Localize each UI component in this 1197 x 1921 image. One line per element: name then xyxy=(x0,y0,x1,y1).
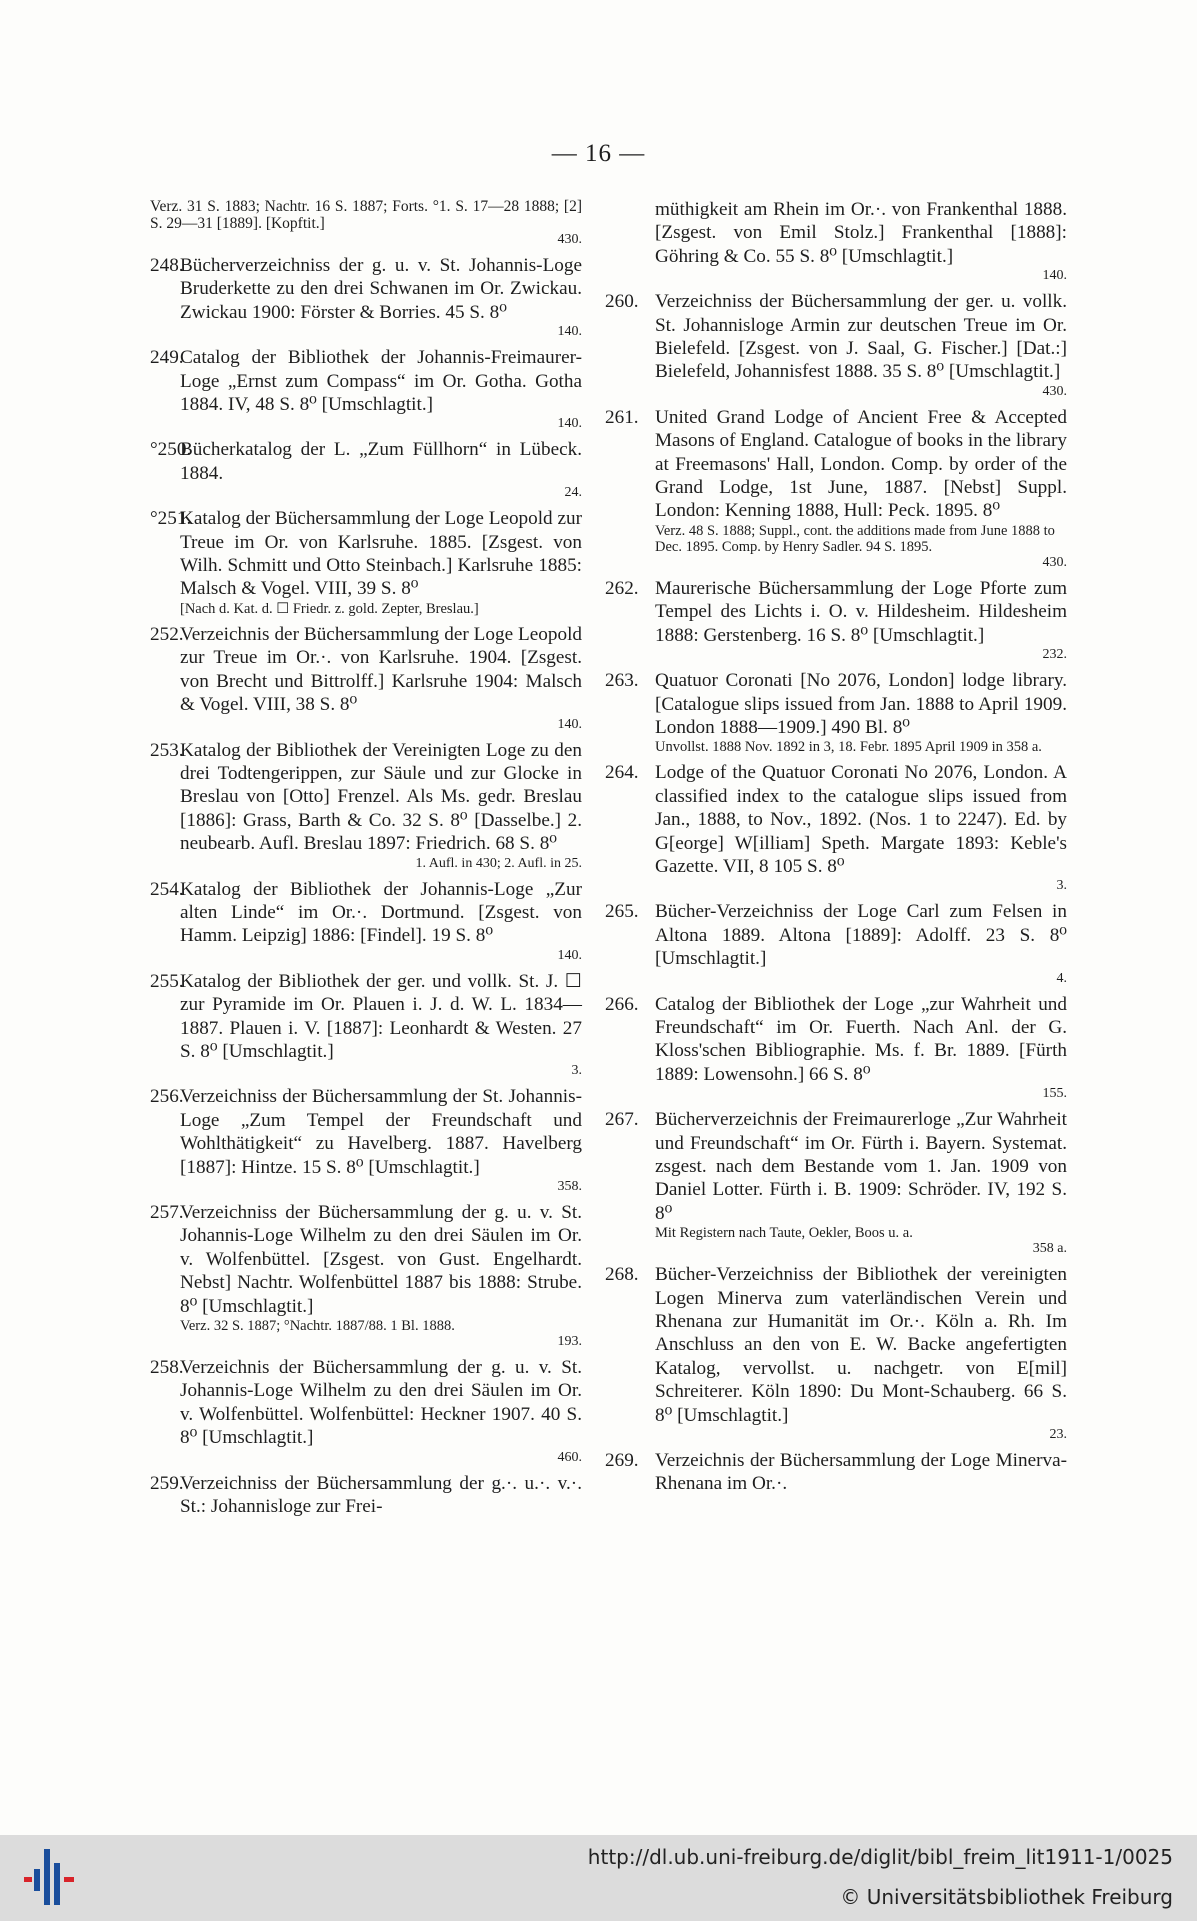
bibliography-entry xyxy=(150,878,582,964)
continuation-text: Verz. 31 S. 1883; Nachtr. 16 S. 1887; Forts. °1. S. 17—28 1888; [2] S. 29—31 [1889]. [Kopftit.] xyxy=(150,198,582,232)
entry-note: Unvollst. 1888 Nov. 1892 in 3, 18. Febr. 1895 April 1909 in 358 a. xyxy=(655,739,1042,756)
entry-number: 266. xyxy=(605,993,639,1015)
bibliography-entry xyxy=(150,1472,582,1519)
entry-library-ref: 193. xyxy=(557,1334,582,1350)
entry-text: Bücherverzeichniss der g. u. v. St. Johannis-Loge Bruderkette zu den drei Schwanen im Or. Zwickau. Zwickau 1900: Förster & Borries. 45 S. 8⁰ xyxy=(180,255,582,323)
entry-library-ref: 24. xyxy=(564,485,582,501)
bibliography-entry xyxy=(150,346,582,432)
entry-library-ref: 358. xyxy=(557,1179,582,1194)
entry-library-ref: 358 a. xyxy=(1032,1241,1067,1257)
continuation-ref: 430. xyxy=(557,232,582,247)
entry-text: Quatuor Coronati [No 2076, London] lodge library. [Catalogue slips issued from Jan. 1888 to April 1909. London 1888—1909.] 490 Bl. 8⁰ xyxy=(655,670,1067,738)
bibliography-entry xyxy=(605,669,1067,755)
entry-number: 264. xyxy=(605,762,639,784)
entry-note: Verz. 32 S. 1887; °Nachtr. 1887/88. 1 Bl. 1888. xyxy=(180,1318,455,1335)
bibliography-entry xyxy=(605,900,1067,986)
entry-text: Verzeichniss der Büchersammlung der g.·. u.·. v.·. St.: Johannisloge zur Frei- xyxy=(180,1472,582,1518)
entry-library-ref: 4. xyxy=(1056,970,1067,986)
entry-library-ref: 140. xyxy=(557,416,582,432)
entry-number: 249. xyxy=(150,347,184,369)
bibliography-entry xyxy=(150,507,582,617)
bibliography-entry xyxy=(150,970,582,1080)
entry-note: Mit Registern nach Taute, Oekler, Boos u. a. xyxy=(655,1225,913,1242)
entry-number: 252. xyxy=(150,623,184,645)
bibliography-entry xyxy=(150,623,582,733)
bibliography-entry xyxy=(605,1449,1067,1496)
left-column xyxy=(150,198,582,1524)
entry-text: Katalog der Bibliothek der ger. und vollk. St. J. ☐ zur Pyramide im Or. Plauen i. J. d. W. L. 1834—1887. Plauen i. V. [1887]: Leonhardt & Westen. 27 S. 8⁰ [Umschlagtit.] xyxy=(180,970,582,1062)
entry-number: 262. xyxy=(605,577,639,599)
entry-text: United Grand Lodge of Ancient Free & Accepted Masons of England. Catalogue of books in the library at Freemasons' Hall, London. Comp. by order of the Grand Lodge, 1st June, 1887. [Nebst] Suppl. London: Kenning 1888, Hull: Peck. 1895. 8⁰ xyxy=(655,406,1067,522)
entry-number: 261. xyxy=(605,406,639,428)
copyright-text: © Universitätsbibliothek Freiburg xyxy=(840,1885,1173,1909)
entry-text: Lodge of the Quatuor Coronati No 2076, London. A classified index to the catalogue slips issued from Jan., 1888, to Nov., 1892. (Nos. 1 to 2247). Ed. by G[eorge] W[illiam] Speth. Margate 1893: Keble's Gazette. VII, 8 105 S. 8⁰ xyxy=(655,762,1067,877)
bibliography-entry xyxy=(605,993,1067,1103)
entry-text: Katalog der Bibliothek der Johannis-Loge „Zur alten Linde“ im Or.·. Dortmund. [Zsgest. von Hamm. Leipzig] 1886: [Findel]. 19 S. 8⁰ xyxy=(180,878,582,947)
entry-library-ref: 140. xyxy=(1042,268,1067,284)
entry-library-ref: 430. xyxy=(1042,383,1067,399)
entry-library-ref: 140. xyxy=(557,324,582,340)
entry-number: 253. xyxy=(150,739,184,761)
entry-text: Verzeichniss der Büchersammlung der ger. u. vollk. St. Johannisloge Armin zur deutschen Treue im Or. Bielefeld. [Zsgest. von J. Saal, G. Fischer.] [Dat.:] Bielefeld, Johannisfest 1888. 35 S. 8⁰ [Umschlagtit.] xyxy=(655,291,1067,383)
bibliography-entry xyxy=(150,1085,582,1195)
source-url-link[interactable]: http://dl.ub.uni-freiburg.de/diglit/bibl_freim_lit1911-1/0025 xyxy=(587,1845,1173,1869)
entry-note: [Nach d. Kat. d. ☐ Friedr. z. gold. Zepter, Breslau.] xyxy=(180,600,479,617)
entry-number: 254. xyxy=(150,878,184,900)
bibliography-entry xyxy=(605,1108,1067,1257)
entry-number: 255. xyxy=(150,970,184,992)
entry-number: 267. xyxy=(605,1109,639,1131)
entry-text: Verzeichniss der Büchersammlung der St. Johannis-Loge „Zum Tempel der Freundschaft und Wohlthätigkeit“ zu Havelberg. 1887. Havelberg [1887]: Hintze. 15 S. 8⁰ [Umschlagtit.] xyxy=(180,1086,582,1178)
entry-number: 248. xyxy=(150,255,184,276)
entry-text: Bücher-Verzeichniss der Bibliothek der vereinigten Logen Minerva zum vaterländischen Verein und Rhenana zur Humanität im Or.·. Köln a. Rh. Im Anschluss an den von E. W. Backe angefertigten Katalog, vervollst. u. nachgetr. von E[mil] Schreiterer. Köln 1890: Du Mont-Schauberg. 66 S. 8⁰ [Umschlagtit.] xyxy=(655,1264,1067,1426)
footer-bar xyxy=(0,1835,1197,1921)
entry-number: °251. xyxy=(150,508,192,530)
entry-text: Verzeichnis der Büchersammlung der Loge Minerva-Rhenana im Or.·. xyxy=(655,1450,1067,1495)
bibliography-entry xyxy=(605,198,1067,284)
entry-text: Bücherkatalog der L. „Zum Füllhorn“ in Lübeck. 1884. xyxy=(180,439,582,484)
entry-number: 258. xyxy=(150,1357,184,1379)
bibliography-entry xyxy=(605,577,1067,663)
entry-text: Maurerische Büchersammlung der Loge Pforte zum Tempel des Lichts i. O. v. Hildesheim. Hildesheim 1888: Gerstenberg. 16 S. 8⁰ [Umschlagtit.] xyxy=(655,577,1067,646)
entry-text: Katalog der Büchersammlung der Loge Leopold zur Treue im Or. von Karlsruhe. 1885. [Zsgest. von Wilh. Schmitt und Otto Steinbach.] Karlsruhe 1885: Malsch & Vogel. VIII, 39 S. 8⁰ xyxy=(180,508,582,600)
entry-library-ref: 155. xyxy=(1042,1086,1067,1102)
entry-library-ref: 1. Aufl. in 430; 2. Aufl. in 25. xyxy=(415,855,582,871)
bibliography-entry xyxy=(150,1201,582,1350)
entry-number: 257. xyxy=(150,1202,184,1223)
bibliography-entry xyxy=(605,761,1067,894)
entry-text: müthigkeit am Rhein im Or.·. von Frankenthal 1888. [Zsgest. von Emil Stolz.] Frankenthal [1888]: Göhring & Co. 55 S. 8⁰ [Umschlagtit.] xyxy=(655,199,1067,267)
entry-library-ref: 232. xyxy=(1042,647,1067,663)
entry-library-ref: 3. xyxy=(571,1063,582,1079)
entry-text: Bücher-Verzeichniss der Loge Carl zum Felsen in Altona 1889. Altona [1889]: Adolff. 23 S. 8⁰ [Umschlagtit.] xyxy=(655,901,1067,970)
entry-number: 256. xyxy=(150,1086,184,1108)
entry-text: Verzeichniss der Büchersammlung der g. u. v. St. Johannis-Loge Wilhelm zu den drei Säulen im Or. v. Wolfenbüttel. [Zsgest. von Gust. Engelhardt. Nebst] Nachtr. Wolfenbüttel 1887 bis 1888: Strube. 8⁰ [Umschlagtit.] xyxy=(180,1202,582,1317)
entry-number: 269. xyxy=(605,1450,639,1472)
entry-note: Verz. 48 S. 1888; Suppl., cont. the additions made from June 1888 to Dec. 1895. Comp. by Henry Sadler. 94 S. 1895. xyxy=(655,522,1055,555)
continuation-entry xyxy=(150,198,582,248)
entry-number: 259. xyxy=(150,1472,184,1494)
entry-number: 263. xyxy=(605,670,639,692)
entry-number: 260. xyxy=(605,291,639,313)
entry-number: 265. xyxy=(605,901,639,923)
bibliography-entry xyxy=(605,1263,1067,1443)
entry-number: 268. xyxy=(605,1264,639,1286)
right-column xyxy=(605,198,1067,1502)
entry-library-ref: 140. xyxy=(557,947,582,963)
entry-text: Verzeichnis der Büchersammlung der Loge Leopold zur Treue im Or.·. von Karlsruhe. 1904. [Zsgest. von Brecht und Bittrolff.] Karlsruhe 1904: Malsch & Vogel. VIII, 38 S. 8⁰ xyxy=(180,623,582,716)
entry-library-ref: 430. xyxy=(1042,554,1067,570)
bibliography-entry xyxy=(150,438,582,501)
page-number: — 16 — xyxy=(551,140,646,167)
entry-text: Catalog der Bibliothek der Loge „zur Wahrheit und Freundschaft“ im Or. Fuerth. Nach Anl. der G. Kloss'schen Bibliographie. Ms. f. Br. 1889. [Fürth 1889: Lowensohn.] 66 S. 8⁰ xyxy=(655,993,1067,1085)
bibliography-entry xyxy=(605,290,1067,400)
entry-library-ref: 23. xyxy=(1049,1427,1067,1443)
entry-number: °250. xyxy=(150,439,192,461)
entry-text: Katalog der Bibliothek der Vereinigten Loge zu den drei Todtengerippen, zur Säule und zur Glocke in Breslau von [Otto] Frenzel. Als Ms. gedr. Breslau [1886]: Grass, Barth & Co. 32 S. 8⁰ [Dasselbe.] 2. neubearb. Aufl. Breslau 1897: Friedrich. 68 S. 8⁰ xyxy=(180,739,582,855)
entry-library-ref: 460. xyxy=(557,1449,582,1465)
bibliography-entry xyxy=(150,254,582,340)
bibliography-entry xyxy=(150,739,582,872)
ub-freiburg-logo-icon xyxy=(22,1845,78,1911)
entry-text: Bücherverzeichnis der Freimaurerloge „Zur Wahrheit und Freundschaft“ im Or. Fürth i. Bayern. Systemat. zsgest. nach dem Bestande vom 1. Jan. 1909 von Daniel Lotter. Fürth i. B. 1909: Schröder. IV, 192 S. 8⁰ xyxy=(655,1109,1067,1224)
entry-text: Verzeichnis der Büchersammlung der g. u. v. St. Johannis-Loge Wilhelm zu den drei Säulen im Or. v. Wolfenbüttel. Wolfenbüttel: Heckner 1907. 40 S. 8⁰ [Umschlagtit.] xyxy=(180,1357,582,1449)
bibliography-entry xyxy=(605,406,1067,571)
entry-library-ref: 3. xyxy=(1056,878,1067,894)
bibliography-entry xyxy=(150,1356,582,1466)
entry-library-ref: 140. xyxy=(557,716,582,732)
entry-text: Catalog der Bibliothek der Johannis-Freimaurer-Loge „Ernst zum Compass“ im Or. Gotha. Gotha 1884. IV, 48 S. 8⁰ [Umschlagtit.] xyxy=(180,347,582,416)
